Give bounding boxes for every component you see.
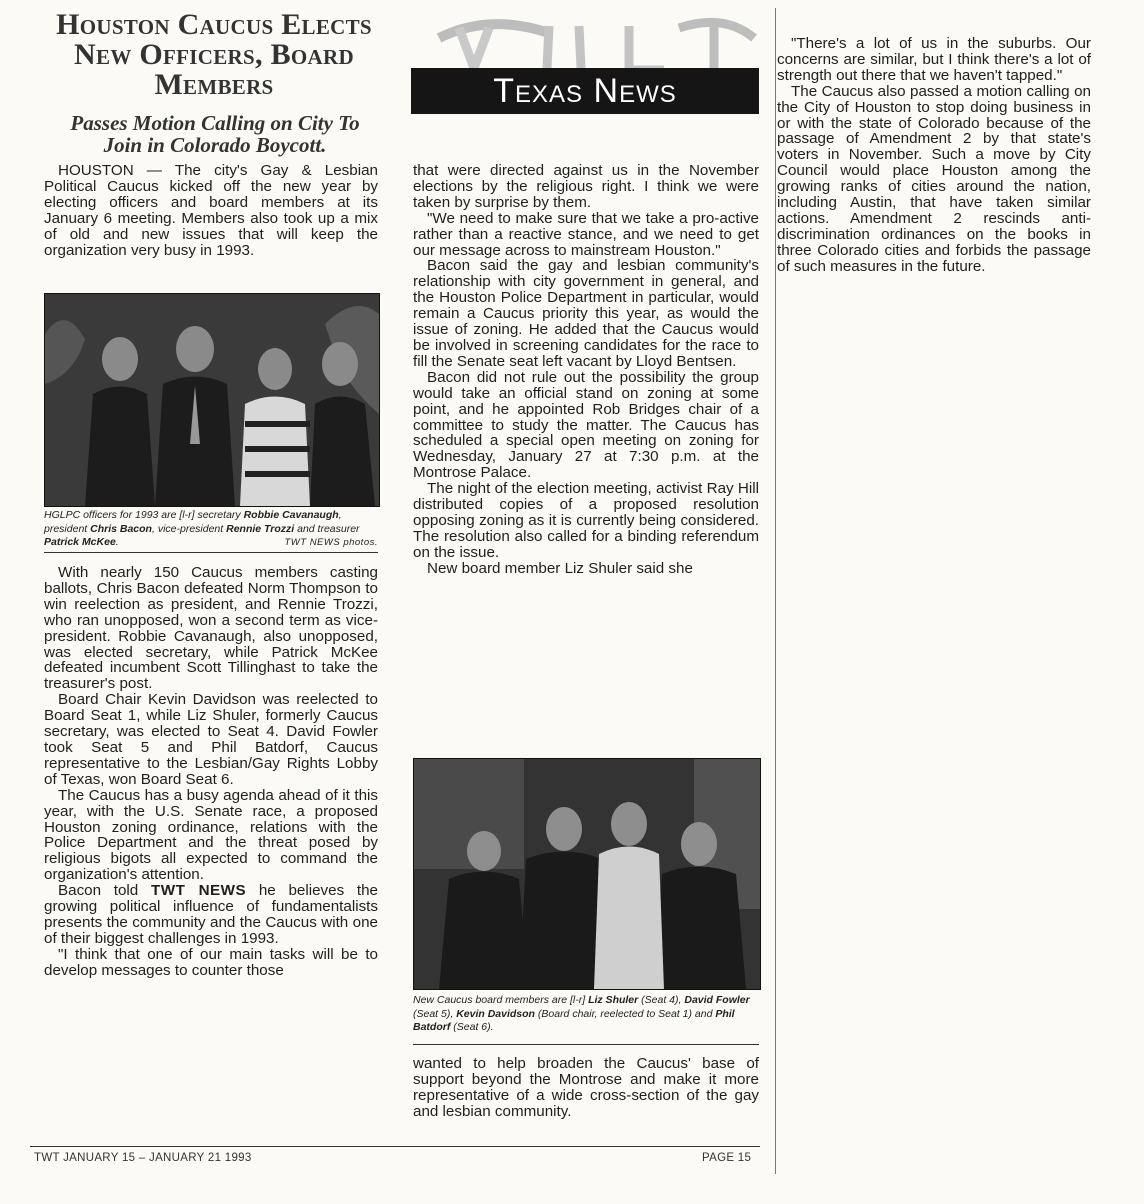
photo-caption-board (413, 994, 759, 1035)
caption-text: , vice-president (151, 522, 227, 535)
column-1-continued (44, 565, 378, 979)
caption-text: New Caucus board members are [l-r] (413, 994, 589, 1006)
caption-name: Kevin Davidson (456, 1007, 535, 1020)
column-1 (44, 163, 378, 258)
divider (44, 552, 378, 553)
column-3 (777, 36, 1091, 275)
body-paragraph: "I think that one of our main tasks will be to develop messages to counter those (44, 945, 378, 979)
body-text: he believes the growing political influence of fundamentalists presents the community and the Caucus with one of their biggest challenges in 1993. (44, 882, 378, 947)
divider (413, 1044, 759, 1045)
footer-issue-date: TWT JANUARY 15 – JANUARY 21 1993 (34, 1152, 252, 1164)
body-paragraph: wanted to help broaden the Caucus' base of support beyond the Montrose and make it more representative of a wide cross-section of the gay and lesbian community. (413, 1055, 759, 1120)
body-paragraph: "We need to make sure that we take a pro-active rather than a reactive stance, and we need to get our message across to mainstream Houston." (413, 209, 759, 259)
photo-officers (44, 293, 380, 507)
caption-name: David Fowler (684, 994, 750, 1006)
caption-name: Chris Bacon (90, 522, 152, 535)
section-banner: Texas News (411, 68, 759, 114)
caption-text: (Seat 6). (450, 1021, 494, 1033)
body-paragraph: Board Chair Kevin Davidson was reelected to Board Seat 1, while Liz Shuler, formerly Caucus secretary, was elected to Seat 4. David Fowler took Seat 5 and Phil Batdorf, Caucus representative to the Lesbian/Gay Rights Lobby of Texas, won Board Seat 6. (44, 691, 378, 788)
body-paragraph: With nearly 150 Caucus members casting ballots, Chris Bacon defeated Norm Thompson to win reelection as president, and Rennie Trozzi, who ran unopposed, won a second term as vice-president. Robbie Cavanaugh, also unopposed, was elected secretary, while Patrick McKee defeated incumbent Scott Tillinghast to take the treasurer's post. (44, 564, 378, 693)
caption-text: (Board chair, reelected to Seat 1) and (534, 1007, 716, 1020)
caption-text: HGLPC officers for 1993 are [l-r] secretary (44, 509, 244, 521)
caption-name: Patrick McKee (44, 536, 116, 548)
body-paragraph (44, 883, 378, 947)
body-paragraph: The Caucus has a busy agenda ahead of it this year, with the U.S. Senate race, a proposed Houston zoning ordinance, relations with the Police Department and the threat posed by religious bigots all expected to command the organization's attention. (44, 786, 378, 884)
deck: Passes Motion Calling on City To Join in Colorado Boycott. (70, 111, 360, 157)
body-paragraph: New board member Liz Shuler said she (427, 559, 693, 577)
caption-text: (Seat 4), (638, 994, 685, 1006)
photo-caption-officers (44, 509, 378, 550)
lead-paragraph: HOUSTON — The city's Gay & Lesbian Political Caucus kicked off the new year by electing officers and board members at its January 6 meeting. Members also took up a mix of old and new issues that will keep the organization very busy in 1993. (44, 162, 378, 259)
body-paragraph: The Caucus also passed a motion calling on the City of Houston to stop doing business in or with the state of Colorado because of the passage of Amendment 2 by that state's voters in November. Such a move by City Council would place Houston among the growing ranks of cities around the nation, including Austin, that have taken similar actions. Amendment 2 rescinds anti-discrimination ordinances on the books in three Colorado cities and forbids the passage of such measures in the future. (777, 82, 1091, 275)
caption-name: Phil Batdorf (413, 1007, 735, 1033)
caption-text: and treasurer (294, 522, 360, 535)
body-paragraph: The night of the election meeting, activist Ray Hill distributed copies of a proposed resolution opposing zoning as it is currently being considered. The resolution also called for a binding referendum on the issue. (413, 480, 759, 561)
photo-board-members (413, 758, 761, 990)
caption-text: . (115, 536, 119, 548)
caption-text: , president (44, 509, 342, 535)
column-2 (413, 163, 759, 577)
footer-rule (30, 1146, 760, 1147)
column-2-continued (413, 1056, 759, 1120)
caption-name: Rennie Trozzi (226, 522, 295, 535)
headline: Houston Caucus Elects New Officers, Board Members (56, 8, 372, 101)
caption-text: (Seat 5), (413, 1007, 457, 1020)
body-paragraph: Bacon said the gay and lesbian community's relationship with city government in general, and the Houston Police Department in particular, would remain a Caucus priority this year, as would the issue of zoning. He added that the Caucus would be involved in screening candidates for the race to fill the Senate seat left vacant by Lloyd Bentsen. (413, 257, 759, 370)
body-paragraph: "There's a lot of us in the suburbs. Our concerns are similar, but I think there's a lot of strength out there that we haven't tapped." (777, 35, 1091, 84)
caption-name: Robbie Cavanaugh (243, 509, 339, 521)
body-text: Bacon told (58, 882, 139, 900)
body-paragraph: that were directed against us in the November elections by the religious right. I think we were taken by surprise by them. (413, 162, 759, 211)
publication-name: TWT NEWS (150, 882, 247, 900)
caption-name: Liz Shuler (588, 994, 639, 1006)
photo-credit: TWT NEWS photos. (284, 537, 378, 548)
body-paragraph: Bacon did not rule out the possibility the group would take an official stand on zoning at some point, and he appointed Rob Bridges chair of a committee to study the matter. The Caucus has scheduled a special open meeting on zoning for Wednesday, January 27 at 7:30 p.m. at the Montrose Palace. (413, 368, 759, 482)
footer-page-number: PAGE 15 (702, 1152, 752, 1164)
column-divider (775, 8, 776, 1174)
